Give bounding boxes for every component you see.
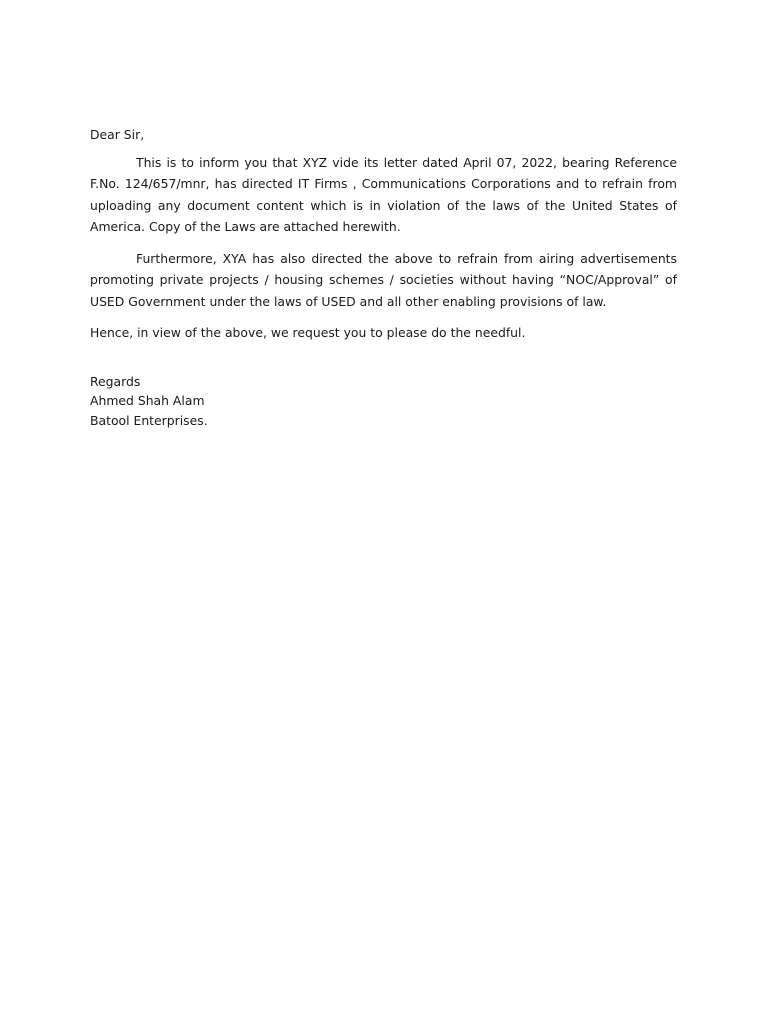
salutation: Dear Sir, — [90, 127, 145, 142]
closing-regards: Regards — [90, 373, 141, 389]
signatory-company: Batool Enterprises. — [90, 413, 208, 429]
signatory-name: Ahmed Shah Alam — [90, 393, 205, 409]
paragraph-notice: This is to inform you that XYZ vide its letter dated April 07, 2022, bearing Reference F.No. 124/657/mnr, has directed IT Firms , Communications Corporations and to refrain from uploading any document content which is in violation of the laws of the United States of America. Copy of the Laws are attached herewith. — [90, 154, 677, 234]
signature-block — [90, 372, 677, 431]
paragraph-request: Hence, in view of the above, we request you to please do the needful. — [90, 325, 526, 340]
letter-body — [90, 124, 677, 431]
paragraph-furthermore: Furthermore, XYA has also directed the above to refrain from airing advertisements promoting private projects / housing schemes / societies without having “NOC/Approval” of USED Government under the laws of USED and all other enabling provisions of law. — [90, 250, 677, 309]
